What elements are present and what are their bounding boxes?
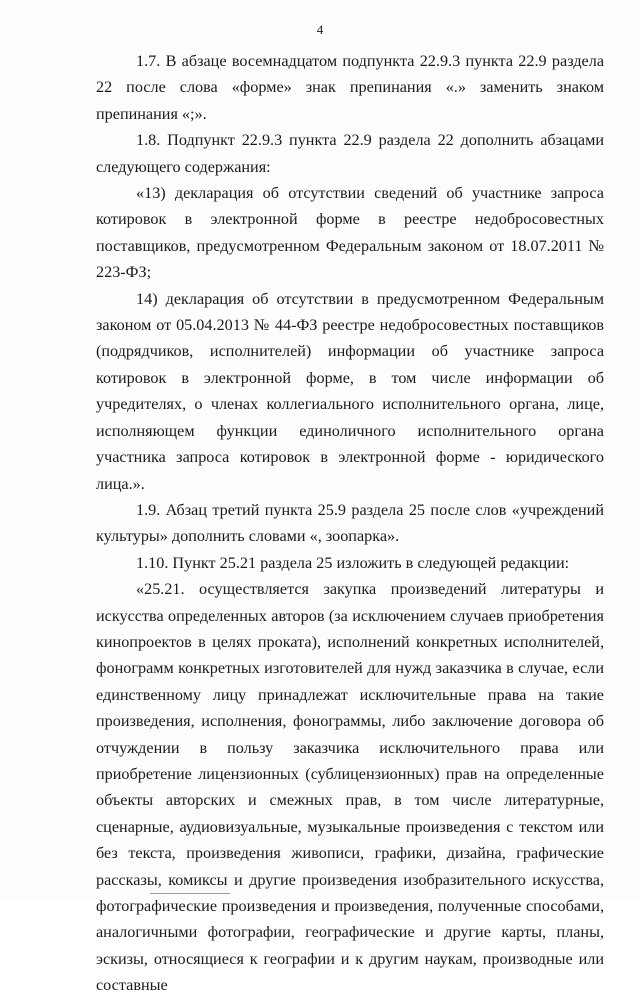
- paragraph-item-14: 14) декларация об отсутствии в предусмотренном Федеральным законом от 05.04.2013 № 44-ФЗ реестре недобросовестных поставщиков (подрядчиков, исполнителей) информации об участнике запроса котировок в электронной форме, в том числе информации об учредителях, о членах коллегиального исполнительного органа, лице, исполняющем функции единоличного исполнительного органа участника запроса котировок в электронной форме - юридического лица.».: [96, 289, 604, 493]
- paragraph-25-21: «25.21. осуществляется закупка произведений литературы и искусства определенных авторов (за исключением случаев приобретения кинопроектов в целях проката), исполнений конкретных исполнителей, фонограмм конкретных изготовителей для нужд заказчика в случае, если единственному лицу принадлежат исключительные права на такие произведения, исполнения, фонограммы, либо заключение договора об отчуждении в пользу заказчика исключительного права или приобретение лицензионных (сублицензионных) прав на определенные объекты авторских и смежных прав, в том числе литературные, сценарные, аудиовизуальные, музыкальные произведения с текстом или без текста, произведения живописи, графики, дизайна, графические рассказы, комиксы и другие произведения изобразительного искусства, фотографические произведения и произведения, полученные способами, аналогичными фотографии, географические и другие карты, планы, эскизы, относящиеся к географии и к другим наукам, производные или составные: [96, 580, 604, 995]
- scan-artifact-line: [150, 893, 230, 894]
- page-number: 4: [316, 22, 324, 37]
- paragraph-1-9: 1.9. Абзац третий пункта 25.9 раздела 25 после слов «учреждений культуры» дополнить словами «, зоопарка».: [96, 500, 604, 546]
- paragraph-1-7: 1.7. В абзаце восемнадцатом подпункта 22.9.3 пункта 22.9 раздела 22 после слова «форме» знак препинания «.» заменить знаком препинания «;».: [96, 52, 604, 123]
- paragraph-1-10: 1.10. Пункт 25.21 раздела 25 изложить в следующей редакции:: [136, 553, 570, 572]
- paragraph-item-13: «13) декларация об отсутствии сведений об участнике запроса котировок в электронной форме в реестре недобросовестных поставщиков, предусмотренном Федеральным законом от 18.07.2011 № 223-ФЗ;: [96, 184, 604, 282]
- paragraph-1-8: 1.8. Подпункт 22.9.3 пункта 22.9 раздела 22 дополнить абзацами следующего содержания:: [96, 131, 604, 176]
- document-body: [96, 48, 604, 999]
